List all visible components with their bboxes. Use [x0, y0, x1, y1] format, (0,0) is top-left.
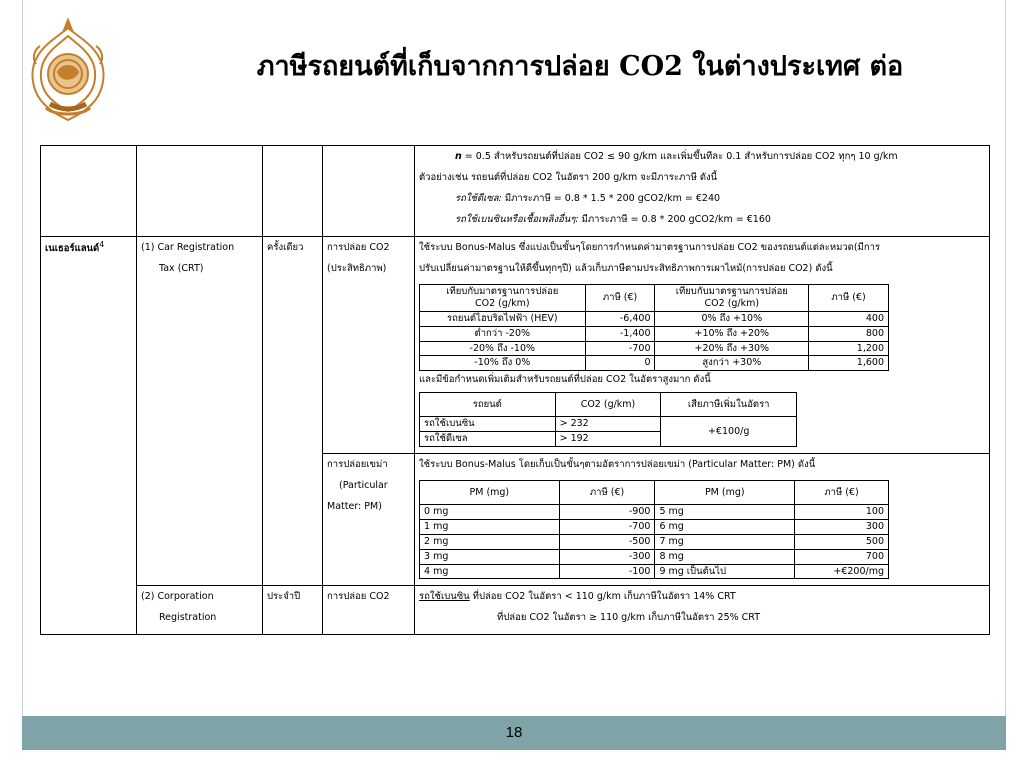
- table-row: [420, 564, 889, 579]
- table-row: [420, 341, 889, 356]
- tax-table: [40, 145, 990, 635]
- tax2-rate-high: ที่ปล่อย CO2 ในอัตรา ≥ 110 g/km เก็บภาษีในอัตรา 25% CRT: [497, 612, 761, 624]
- co2-tax-table: [419, 284, 889, 371]
- diesel-label: รถใช้ดีเซล:: [455, 193, 502, 204]
- tax1-basis-line1: การปล่อย CO2: [327, 242, 390, 253]
- example-line: ตัวอย่างเช่น รถยนต์ที่ปล่อย CO2 ในอัตรา 200 g/km จะมีภาระภาษี ดังนี้: [419, 172, 718, 183]
- table-row-continuation: [41, 146, 990, 237]
- petrol-label: รถใช้เบนซินหรือเชื้อเพลิงอื่นๆ:: [455, 214, 579, 225]
- table-row: [420, 505, 889, 520]
- frequency-cell-continued: [263, 454, 323, 586]
- pm-cell: 100: [795, 505, 889, 520]
- high-emission-header-car: รถยนต์: [420, 393, 556, 417]
- tax2-frequency: ประจำปี: [267, 591, 301, 603]
- table-row-netherlands-crt: [41, 237, 990, 454]
- tax2-basis: การปล่อย CO2: [327, 591, 390, 603]
- pm-cell: 9 mg เป็นต้นไป: [655, 564, 795, 579]
- table-row: [420, 326, 889, 341]
- tax-name-cell-empty: [137, 146, 263, 237]
- page-number: 18: [505, 724, 523, 741]
- tax2-rate-low: ที่ปล่อย CO2 ในอัตรา < 110 g/km เก็บภาษีในอัตรา 14% CRT: [469, 591, 736, 603]
- co2-cell: 400: [809, 311, 889, 326]
- crt-desc-line2: ปรับเปลี่ยนค่ามาตรฐานให้ดีขึ้นทุกๆปี) แล้วเก็บภาษีตามประสิทธิภาพการเผาไหม้(การปล่อย CO2) ดังนี้: [419, 263, 833, 274]
- basis-cell-empty: [323, 146, 415, 237]
- pm-cell: 2 mg: [420, 534, 560, 549]
- pm-basis-line1: การปล่อยเขม่า: [327, 459, 388, 470]
- tax2-description-cell: [415, 586, 990, 635]
- frequency-cell: [263, 237, 323, 454]
- co2-header-standard-1: เทียบกับมาตรฐานการปล่อย CO2 (g/km): [420, 285, 586, 312]
- table-row: [420, 519, 889, 534]
- pm-cell: -500: [559, 534, 655, 549]
- co2-cell: -10% ถึง 0%: [420, 356, 586, 371]
- pm-cell: 500: [795, 534, 889, 549]
- basis-cell: [323, 237, 415, 454]
- pm-cell: -900: [559, 505, 655, 520]
- pm-cell: -300: [559, 549, 655, 564]
- tax2-name-line1: (2) Corporation: [141, 591, 214, 603]
- country-cell-continued: [41, 454, 137, 586]
- diesel-value: มีภาระภาษี = 0.8 * 1.5 * 200 gCO2/km = €240: [501, 193, 721, 204]
- crt-description-cell: [415, 237, 990, 454]
- slide-frame-left: [22, 0, 23, 716]
- slide-title: ภาษีรถยนต์ที่เก็บจากการปล่อย CO2 ในต่างประเทศ ต่อ: [256, 51, 904, 82]
- royal-seal-emblem-icon: [26, 16, 110, 124]
- high-emission-cell: > 232: [555, 417, 661, 432]
- table-row-netherlands-pm: [41, 454, 990, 586]
- tax1-name-line2: Tax (CRT): [159, 263, 204, 274]
- country-cell-empty: [41, 146, 137, 237]
- co2-cell: รถยนต์ไฮบริดไฟฟ้า (HEV): [420, 311, 586, 326]
- co2-cell: -1,400: [585, 326, 655, 341]
- crt-desc-line1: ใช้ระบบ Bonus-Malus ซึ่งแบ่งเป็นขั้นๆโดยการกำหนดค่ามาตรฐานการปล่อย CO2 ของรถยนต์แต่ละหมวด(มีการ: [419, 242, 881, 253]
- table-row: [420, 549, 889, 564]
- country-name: เนเธอร์แลนด์: [45, 243, 100, 255]
- slide-frame-right: [1005, 0, 1006, 716]
- pm-cell: 6 mg: [655, 519, 795, 534]
- co2-cell: +10% ถึง +20%: [655, 326, 809, 341]
- n-definition: = 0.5 สำหรับรถยนต์ที่ปล่อย CO2 ≤ 90 g/km และเพิ่มขึ้นทีละ 0.1 สำหรับการปล่อย CO2 ทุกๆ 10 g/km: [461, 151, 898, 162]
- co2-table-header: [420, 285, 889, 312]
- tax2-name-cell: [137, 586, 263, 635]
- tax2-desc-line1: [419, 589, 985, 610]
- table-row: [420, 417, 797, 432]
- pm-header-tax-2: ภาษี (€): [795, 481, 889, 505]
- tax2-petrol-label: รถใช้เบนซิน: [419, 591, 470, 603]
- tax2-frequency-cell: [263, 586, 323, 635]
- co2-cell: -6,400: [585, 311, 655, 326]
- country-cell-end: [41, 586, 137, 635]
- high-emission-cell: > 192: [555, 432, 661, 447]
- pm-cell: -700: [559, 519, 655, 534]
- co2-cell: +20% ถึง +30%: [655, 341, 809, 356]
- formula-n-line: [419, 149, 985, 170]
- pm-cell: -100: [559, 564, 655, 579]
- co2-cell: 0% ถึง +10%: [655, 311, 809, 326]
- pm-description-cell: [415, 454, 990, 586]
- co2-header-standard-2: เทียบกับมาตรฐานการปล่อย CO2 (g/km): [655, 285, 809, 312]
- country-cell: [41, 237, 137, 454]
- pm-cell: 700: [795, 549, 889, 564]
- pm-tax-table: [419, 480, 889, 579]
- country-footnote: 4: [99, 240, 105, 249]
- high-emission-table: [419, 392, 797, 447]
- pm-header-mg-1: PM (mg): [420, 481, 560, 505]
- petrol-example-line: [419, 212, 985, 233]
- tax-name-cell: [137, 237, 263, 454]
- petrol-value: มีภาระภาษี = 0.8 * 200 gCO2/km = €160: [578, 214, 771, 225]
- high-emission-header: [420, 393, 797, 417]
- pm-desc: ใช้ระบบ Bonus-Malus โดยเก็บเป็นขั้นๆตามอัตราการปล่อยเขม่า (Particular Matter: PM) ดังนี้: [419, 459, 816, 470]
- co2-header-tax-2: ภาษี (€): [809, 285, 889, 312]
- pm-basis-line3: Matter: PM): [327, 501, 382, 512]
- high-emission-header-co2: CO2 (g/km): [555, 393, 661, 417]
- tax1-name-line1: (1) Car Registration: [141, 242, 235, 253]
- pm-cell: 4 mg: [420, 564, 560, 579]
- co2-cell: สูงกว่า +30%: [655, 356, 809, 371]
- footer-bar: [22, 716, 1006, 750]
- co2-cell: 800: [809, 326, 889, 341]
- pm-cell: 3 mg: [420, 549, 560, 564]
- pm-header-tax-1: ภาษี (€): [559, 481, 655, 505]
- high-emission-header-rate: เสียภาษีเพิ่มในอัตรา: [661, 393, 797, 417]
- pm-cell: 7 mg: [655, 534, 795, 549]
- pm-basis-cell: [323, 454, 415, 586]
- tax1-basis-line2: (ประสิทธิภาพ): [327, 263, 387, 274]
- pm-cell: 300: [795, 519, 889, 534]
- pm-cell: 0 mg: [420, 505, 560, 520]
- table-row: [420, 534, 889, 549]
- n-variable: n: [455, 151, 462, 162]
- tax2-basis-cell: [323, 586, 415, 635]
- co2-cell: ต่ำกว่า -20%: [420, 326, 586, 341]
- co2-header-tax-1: ภาษี (€): [585, 285, 655, 312]
- co2-cell: -700: [585, 341, 655, 356]
- pm-cell: 1 mg: [420, 519, 560, 534]
- pm-table-header: [420, 481, 889, 505]
- table-row: [420, 311, 889, 326]
- high-emission-cell: รถใช้เบนซิน: [420, 417, 556, 432]
- pm-cell: 8 mg: [655, 549, 795, 564]
- high-emission-note: และมีข้อกำหนดเพิ่มเติมสำหรับรถยนต์ที่ปล่อย CO2 ในอัตราสูงมาก ดังนี้: [419, 374, 711, 386]
- co2-cell: 1,200: [809, 341, 889, 356]
- co2-cell: 1,600: [809, 356, 889, 371]
- frequency-cell-empty: [263, 146, 323, 237]
- co2-cell: 0: [585, 356, 655, 371]
- pm-cell: 5 mg: [655, 505, 795, 520]
- tax1-frequency: ครั้งเดียว: [267, 242, 304, 253]
- diesel-example-line: [419, 191, 985, 212]
- high-emission-rate: +€100/g: [661, 417, 797, 447]
- description-cell: [415, 146, 990, 237]
- pm-header-mg-2: PM (mg): [655, 481, 795, 505]
- table-row: [420, 356, 889, 371]
- high-emission-cell: รถใช้ดีเซล: [420, 432, 556, 447]
- tax-name-cell-continued: [137, 454, 263, 586]
- table-row-corporation-registration: [41, 586, 990, 635]
- co2-cell: -20% ถึง -10%: [420, 341, 586, 356]
- pm-cell: +€200/mg: [795, 564, 889, 579]
- pm-basis-line2: (Particular: [339, 480, 388, 491]
- tax2-name-line2: Registration: [159, 612, 217, 624]
